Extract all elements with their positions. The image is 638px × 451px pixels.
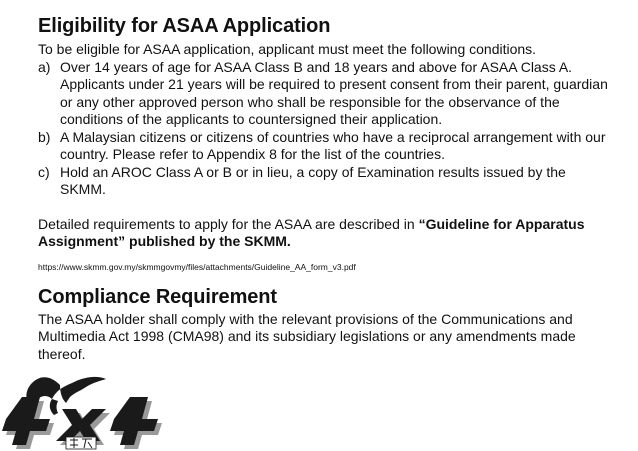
eligibility-title: Eligibility for ASAA Application [38,15,331,37]
condition-text: Over 14 years of age for ASAA Class B and 18 years and above for ASAA Class A. Applicants under 21 years will be required to present consent from their parent, guardian or any other approved person who shall be responsible for the observance of the conditions of the applicants to countersigned their application. [60,58,608,127]
guideline-title: “Guideline for Apparatus Assignment” published by the SKMM. [38,215,585,249]
condition-marker: c) [38,163,50,180]
condition-item [38,164,610,199]
guideline-url[interactable]: https://www.skmm.gov.my/skmmgovmy/files/attachments/Guideline_AA_form_v3.pdf [38,261,356,272]
condition-text: A Malaysian citizens or citizens of countries who have a reciprocal arrangement with our country. Please refer to Appendix 8 for the list of the countries. [60,128,606,162]
compliance-text: The ASAA holder shall comply with the relevant provisions of the Communications and Multimedia Act 1998 (CMA98) and its subsidiary legislations or any amendments made thereof. [38,310,576,362]
condition-item [38,129,610,164]
condition-marker: b) [38,128,51,145]
guideline-prefix: Detailed requirements to apply for the ASAA are described in [38,215,419,232]
panther-4x4-logo [0,345,170,451]
compliance-title: Compliance Requirement [38,285,277,308]
condition-item [38,59,610,129]
slide-content [38,14,610,363]
condition-text: Hold an AROC Class A or B or in lieu, a copy of Examination results issued by the SKMM. [60,163,566,197]
guideline-paragraph [38,216,610,251]
eligibility-intro: To be eligible for ASAA application, applicant must meet the following conditions. [38,41,537,57]
condition-marker: a) [38,58,51,75]
conditions-list [38,59,610,199]
